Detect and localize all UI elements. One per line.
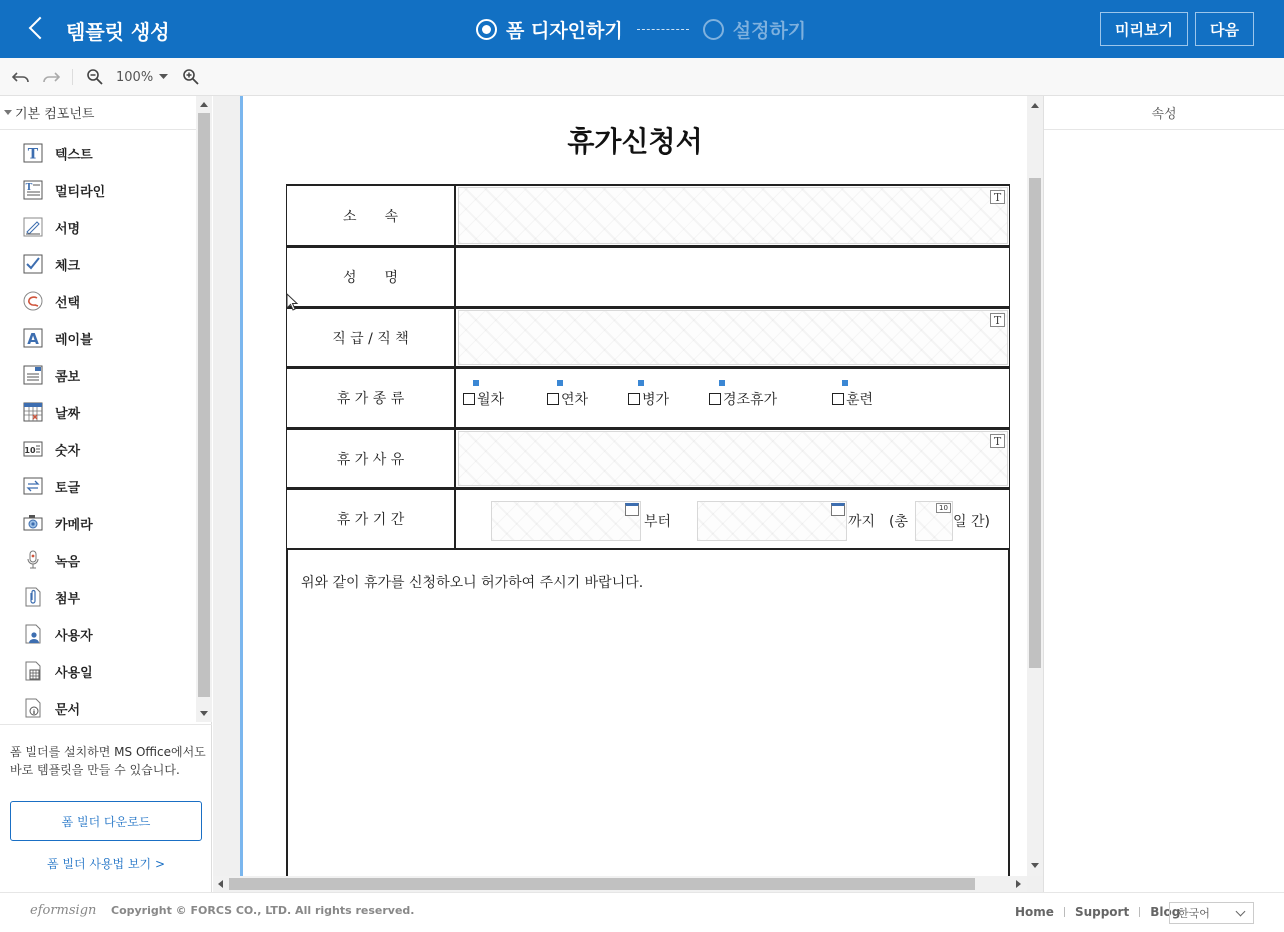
check-icon: [22, 253, 44, 275]
section-title: 기본 컴포넌트: [15, 107, 95, 122]
row-label: 휴 가 기 간: [287, 490, 456, 548]
component-attachment[interactable]: [22, 585, 80, 609]
checkbox-label: 병가: [642, 392, 670, 408]
text-field-department[interactable]: [458, 187, 1008, 244]
component-use-date[interactable]: [22, 659, 93, 683]
component-label: 레이블: [55, 332, 93, 348]
name-cell[interactable]: [458, 249, 1008, 305]
checkbox-label: 월차: [477, 392, 505, 408]
camera-icon: [22, 512, 44, 534]
form-builder-download-button[interactable]: 폼 빌더 다운로드: [10, 801, 202, 841]
statement-text: 위와 같이 휴가를 신청하오니 허가하여 주시기 바랍니다.: [301, 575, 644, 591]
component-label: 서명: [55, 221, 81, 237]
microphone-icon: [22, 549, 44, 571]
text-field-icon: T: [990, 434, 1005, 448]
component-label: 콤보: [55, 369, 81, 385]
number-field-days[interactable]: [915, 501, 953, 541]
checkbox-label: 훈련: [846, 392, 874, 408]
top-header: [0, 0, 1284, 58]
document-page: [243, 96, 1027, 876]
collapse-triangle-icon: [4, 110, 12, 115]
attachment-icon: [22, 586, 44, 608]
scrollbar-thumb[interactable]: [198, 113, 210, 697]
field-marker: [719, 380, 725, 386]
link-separator: [1064, 907, 1065, 917]
document-icon: [22, 697, 44, 719]
scroll-up-arrow-icon[interactable]: [1031, 102, 1039, 108]
row-label: 직 급 / 직 책: [287, 309, 456, 366]
scrollbar-thumb[interactable]: [229, 878, 975, 890]
canvas-vertical-scrollbar[interactable]: [1027, 96, 1043, 876]
undo-icon[interactable]: [12, 66, 30, 88]
checkbox-box[interactable]: [832, 393, 844, 405]
date-icon: [22, 401, 44, 423]
component-toggle[interactable]: [22, 474, 80, 498]
zoom-out-icon[interactable]: [86, 66, 104, 88]
scrollbar-thumb[interactable]: [1029, 178, 1041, 668]
language-value: 한국어: [1178, 907, 1210, 920]
checkbox-box[interactable]: [628, 393, 640, 405]
preview-button[interactable]: 미리보기: [1100, 12, 1188, 46]
design-canvas: [213, 96, 1043, 892]
component-camera[interactable]: [22, 511, 93, 535]
component-label: 숫자: [55, 443, 81, 459]
field-marker: [842, 380, 848, 386]
properties-title: 속성: [1044, 96, 1284, 130]
multiline-icon: [22, 179, 44, 201]
chevron-down-icon: [159, 74, 168, 80]
checkbox-label: 연차: [561, 392, 589, 408]
component-check[interactable]: [22, 252, 80, 276]
redo-icon[interactable]: [42, 66, 60, 88]
section-header[interactable]: [0, 96, 196, 130]
scroll-right-arrow-icon[interactable]: [1016, 880, 1022, 888]
component-label: 멀티라인: [55, 184, 106, 200]
date-field-start[interactable]: [491, 501, 641, 541]
user-icon: [22, 623, 44, 645]
checkbox-sick[interactable]: [628, 379, 669, 419]
text-field-icon: T: [990, 313, 1005, 327]
component-select[interactable]: [22, 289, 80, 313]
checkbox-monthly[interactable]: [463, 379, 504, 419]
step-indicator: [476, 16, 806, 42]
svg-text:T: T: [25, 183, 33, 193]
step-2-radio-icon: [703, 19, 724, 40]
total-open-text: (총: [889, 514, 908, 530]
component-number[interactable]: [22, 437, 80, 461]
toolbar-divider: [72, 69, 73, 85]
text-field-position[interactable]: [458, 310, 1008, 365]
table-row: [286, 428, 1010, 488]
component-label: 체크: [55, 258, 81, 274]
component-date[interactable]: [22, 400, 80, 424]
text-field-icon: T: [990, 190, 1005, 204]
scroll-down-arrow-icon[interactable]: [1031, 863, 1039, 869]
label-icon: [22, 327, 44, 349]
component-label: 사용자: [55, 628, 93, 644]
table-row: [286, 488, 1010, 549]
table-row: [286, 367, 1010, 428]
footer: [0, 892, 1284, 932]
component-label[interactable]: [22, 326, 93, 350]
leave-type-cell: [458, 370, 1008, 426]
form-builder-howto-link[interactable]: 폼 빌더 사용법 보기 >: [46, 857, 166, 871]
row-label: 휴 가 사 유: [287, 430, 456, 487]
scroll-left-arrow-icon[interactable]: [217, 880, 223, 888]
step-1-label: 폼 디자인하기: [506, 19, 623, 42]
checkbox-box[interactable]: [463, 393, 475, 405]
component-panel: [0, 96, 212, 892]
svg-text:10: 10: [24, 446, 36, 455]
chevron-down-icon: [1236, 907, 1246, 917]
checkbox-family-event[interactable]: [709, 379, 777, 419]
until-text: 까지: [848, 514, 876, 530]
page-title: 템플릿 생성: [66, 20, 170, 44]
step-divider: [637, 29, 689, 30]
zoom-in-icon[interactable]: [182, 66, 200, 88]
scroll-up-arrow-icon[interactable]: [200, 101, 208, 107]
form-builder-promo: [0, 724, 212, 892]
mouse-cursor-icon: [286, 293, 300, 313]
component-label: 문서: [55, 702, 81, 718]
checkbox-training[interactable]: [832, 379, 873, 419]
select-icon: [22, 290, 44, 312]
checkbox-label: 경조휴가: [723, 392, 778, 408]
table-row: [286, 184, 1010, 246]
days-text: 일 간): [953, 514, 990, 530]
use-date-icon: [22, 660, 44, 682]
checkbox-annual[interactable]: [547, 379, 588, 419]
text-field-reason[interactable]: [458, 431, 1008, 486]
back-arrow-icon[interactable]: [26, 16, 48, 42]
copyright-text: Copyright © FORCS CO., LTD. All rights reserved.: [111, 904, 415, 917]
field-marker: [473, 380, 479, 386]
row-label: 소 속: [287, 186, 456, 245]
component-label: 토글: [55, 480, 81, 496]
properties-panel: [1043, 96, 1284, 892]
table-row: [286, 246, 1010, 307]
component-label: 녹음: [55, 554, 81, 570]
step-1-radio-icon: [476, 19, 497, 40]
canvas-horizontal-scrollbar[interactable]: [213, 876, 1027, 892]
component-combo[interactable]: [22, 363, 80, 387]
svg-text:T: T: [27, 146, 39, 163]
step-2-label: 설정하기: [732, 19, 807, 42]
toggle-icon: [22, 475, 44, 497]
zoom-level: 100%: [116, 69, 154, 85]
component-signature[interactable]: [22, 215, 80, 239]
eformsign-logo[interactable]: eformsign: [30, 903, 97, 918]
row-label: 성 명: [287, 248, 456, 306]
combo-icon: [22, 364, 44, 386]
document-title[interactable]: 휴가신청서: [567, 125, 703, 158]
checkbox-box[interactable]: [709, 393, 721, 405]
scroll-down-arrow-icon[interactable]: [200, 711, 208, 717]
row-label: 휴 가 종 류: [287, 369, 456, 427]
component-document[interactable]: [22, 696, 80, 720]
svg-text:A: A: [27, 330, 39, 348]
footer-links: [1015, 905, 1180, 919]
footer-link-support[interactable]: Support: [1074, 905, 1130, 919]
checkbox-box[interactable]: [547, 393, 559, 405]
footer-link-blog[interactable]: Blog: [1150, 905, 1181, 919]
footer-link-home[interactable]: Home: [1015, 905, 1054, 919]
number-icon: [22, 438, 44, 460]
zoom-select[interactable]: [116, 66, 168, 88]
date-field-end[interactable]: [697, 501, 847, 541]
table-row: [286, 307, 1010, 367]
leave-period-cell: [458, 491, 1008, 547]
calendar-icon: [831, 503, 845, 516]
component-label: 선택: [55, 295, 81, 311]
field-marker: [557, 380, 563, 386]
text-icon: [22, 142, 44, 164]
form-builder-note: 폼 빌더를 설치하면 MS Office에서도 바로 템플릿을 만들 수 있습니다.: [10, 745, 206, 777]
statement-cell: [286, 548, 1010, 876]
signature-icon: [22, 216, 44, 238]
component-label: 날짜: [55, 406, 81, 422]
number-field-icon: 10: [936, 503, 951, 513]
language-select[interactable]: [1169, 902, 1254, 924]
component-label: 사용일: [55, 665, 93, 681]
component-label: 카메라: [55, 517, 93, 533]
link-separator: [1139, 907, 1140, 917]
next-button[interactable]: 다음: [1195, 12, 1254, 46]
component-multiline[interactable]: [22, 178, 105, 202]
component-label: 텍스트: [55, 147, 93, 163]
calendar-icon: [625, 503, 639, 516]
component-record[interactable]: [22, 548, 80, 572]
component-user[interactable]: [22, 622, 93, 646]
component-label: 첨부: [55, 591, 81, 607]
from-text: 부터: [644, 514, 672, 530]
component-list-scrollbar[interactable]: [196, 96, 212, 722]
editor-toolbar: [0, 58, 1284, 96]
field-marker: [638, 380, 644, 386]
component-text[interactable]: [22, 141, 93, 165]
